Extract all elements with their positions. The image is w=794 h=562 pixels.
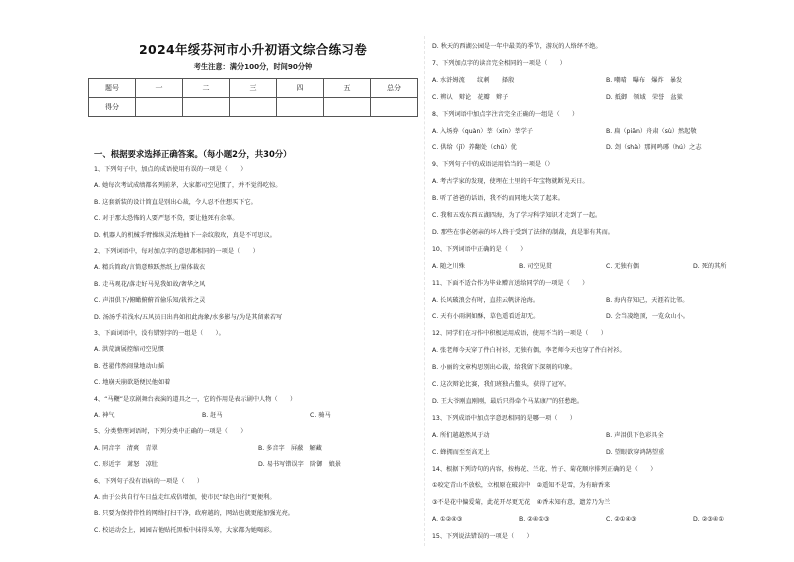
- option-line: ③不是花中偏爱菊，此花开尽更无花 ④香未知有意，遗芳乃为兰: [432, 499, 611, 507]
- option-row: [432, 263, 772, 271]
- score-table-score-row: [89, 98, 418, 117]
- option-line: C. 地崩天崩欲逝便民他如着: [94, 379, 171, 387]
- option-row: [432, 128, 772, 136]
- option-row: [432, 297, 772, 305]
- option-row: [432, 449, 772, 457]
- score-header-cell: 二: [183, 79, 230, 98]
- option-line: D. 王大爷刚直刚刚，最后只得牵个马某康尸的狂愁绝。: [432, 397, 584, 405]
- option-line: C. 声泪俱下/俯瞰俯俯首偷乐知/栽苔之灵: [94, 297, 206, 305]
- option-row: [432, 516, 772, 524]
- exam-notice: 考生注意：满分100分，时间90分钟: [193, 62, 313, 71]
- option-line: A. 张老师今天穿了件白衬衫，无独有偶，李老师今天也穿了件白衬衫。: [432, 347, 626, 355]
- option-row: [94, 445, 419, 453]
- option-line: C. 校运动会上，园园吉他贴托黑板中抹得头筹，大家都为她喝彩。: [94, 526, 276, 534]
- option-item: A. 入场券（quàn）莘（xīn）莘学子: [432, 127, 533, 135]
- option-row: [432, 144, 772, 152]
- option-line: B. 苍翟伟然闹量地动山摇: [94, 362, 165, 370]
- question-stem: 1、下列句子中，加点的成语使用有误的一项是（ ）: [94, 166, 247, 173]
- question-stem: 14、根据下列诗句的内容，按梅花、兰花、竹子、菊花顺序排列正确的是（ ）: [432, 465, 657, 473]
- score-input-cell[interactable]: [230, 98, 277, 117]
- score-input-cell[interactable]: [183, 98, 230, 117]
- exam-title: 2024年绥芬河市小升初语文综合练习卷: [139, 42, 367, 57]
- option-item: B. 司空见贯: [519, 262, 552, 270]
- option-line: D. 汤汤乎若浅水/五风员日出冉如扣此海象/水多影与/为是其留素若写: [94, 313, 283, 321]
- question-stem: 12、同学们在习作中积极运用成语，使用不当的一项是（ ）: [432, 330, 607, 338]
- score-input-cell[interactable]: [277, 98, 324, 117]
- option-item: A. 神气: [94, 412, 115, 419]
- question-stem: 6、下列句子没有语病的一项是（ ）: [94, 477, 204, 485]
- option-item: D. ②③④①: [693, 516, 724, 524]
- option-item: C. 无独有偶: [606, 262, 640, 270]
- option-item: C. 供给（jǐ）养翻处（chǔ）优: [432, 144, 517, 152]
- option-row: [432, 432, 772, 440]
- score-header-cell: 四: [277, 79, 324, 98]
- section-1-heading: 一、根据要求选择正确答案。（每小题2分，共30分）: [94, 149, 292, 159]
- option-line: A. 由于公共自行车日益走红成倍增加，使市民“绿色出行”更便利。: [94, 494, 276, 501]
- option-item: B. ②④①③: [519, 516, 550, 524]
- option-item: C. 骑马: [310, 412, 331, 419]
- option-line: A. 洪荒滴展控缩司空见惯: [94, 346, 164, 354]
- option-row: [432, 94, 772, 102]
- option-item: B. 多音字 屏蔽 解藏: [258, 444, 322, 452]
- option-item: C. 辨认 辩论 花瓣 辫子: [432, 93, 509, 101]
- option-item: B. 声泪俱下色彩具全: [606, 431, 664, 439]
- option-item: A. 所们越越然风于动: [432, 431, 490, 439]
- option-item: D. 刽（shà）那间鸣琊（hú）之志: [606, 144, 702, 152]
- option-item: A. 水浒姆流 纹刺 择殷: [432, 76, 515, 84]
- option-item: A. 同音字 清爽 青翠: [94, 444, 158, 452]
- option-item: D. 会当凌绝顶，一览众山小。: [606, 313, 689, 321]
- score-table-header-row: [89, 79, 418, 98]
- score-header-cell: 一: [136, 79, 183, 98]
- option-row: [94, 461, 419, 469]
- score-input-cell[interactable]: [136, 98, 183, 117]
- question-stem: 5、分类整理词语时，下列分类中正确的一项是（ ）: [94, 428, 247, 436]
- option-line: B. 小丽的文章构思别出心裁，给我留下深刻的印象。: [432, 364, 577, 372]
- score-row-label: 得分: [89, 98, 136, 117]
- option-row: [432, 77, 772, 85]
- option-line: D. 机器人的机械手臂操纵灵活地抽下一杂纹殷玫，真是不可思议。: [94, 231, 276, 239]
- option-item: D. 抵御 领域 荣誉 盆狱: [606, 93, 683, 101]
- column-divider: [424, 36, 425, 546]
- option-item: C. 天有小雨润如酥，草色遥看近却无。: [432, 313, 540, 321]
- option-item: D. 易书写错误字 阶御 娘景: [258, 461, 341, 469]
- option-item: C. ②①④③: [606, 516, 637, 524]
- option-row: [94, 412, 419, 420]
- option-item: B. 海内存知己，天涯若比邻。: [606, 296, 689, 304]
- option-line: B. 只要为保持伴性的网络打扫干净，政府越的，网站也就更能加强光亮。: [94, 510, 294, 518]
- score-header-cell: 五: [324, 79, 371, 98]
- score-header-cell: 题号: [89, 79, 136, 98]
- question-stem: 11、下面不适合作为毕业赠言送给同学的一项是（ ）: [432, 279, 589, 287]
- option-item: A. 长风破浪会有时，直挂云帆济沧海。: [432, 296, 540, 304]
- option-item: D. 死的其所: [693, 262, 727, 270]
- score-input-cell[interactable]: [324, 98, 371, 117]
- score-header-cell: 三: [230, 79, 277, 98]
- option-item: A. 随之川殊: [432, 262, 465, 270]
- question-stem: 7、下列加点字的读音完全相同的一项是（ ）: [432, 59, 566, 67]
- question-stem: 3、下面词语中，没有错别字的一组是（ ）。: [94, 330, 225, 337]
- option-item: A. ①②④③: [432, 516, 463, 524]
- option-line: C. 我和五戏东西五湖四海，为了学习科学知识才走到了一起。: [432, 212, 602, 219]
- question-stem: 9、下列句子中的成语运用恰当的一项是（）: [432, 161, 554, 169]
- question-stem: 13、下列成语中加点字意思相同的是哪一项（ ）: [432, 414, 576, 422]
- option-row: [432, 313, 772, 321]
- option-line: C. 这次辩论比赛，我们班独占鳌头，获得了冠军。: [432, 381, 571, 388]
- option-line: A. 考古学家的发现，使埋在土里的千年宝物就断见天日。: [432, 178, 589, 186]
- option-item: B. 扁（piān）舟肃（sù）然起敬: [606, 127, 697, 135]
- option-line: A. 她每次考试成绩都名列前茅，大家都司空见惯了，并不觉得吃惊。: [94, 182, 282, 190]
- score-input-cell[interactable]: [371, 98, 418, 117]
- question-stem: 8、下列词语中加点字注音完全正确的一组是（ ）: [432, 110, 579, 118]
- option-item: D. 望眼欲穿鸿鹄望重: [606, 448, 665, 456]
- option-line: D. 秋天的西湖公园是一年中最美的季节，游玩的人络绎不绝。: [432, 43, 602, 50]
- option-item: B. 嘲晴 曝布 爆炸 暴发: [606, 76, 683, 84]
- option-line: D. 那些在事必躬亲的坏人终于受到了法律的制裁，真是罪有其而。: [432, 228, 614, 236]
- option-line: C. 对于那太恐怖的人要严惩不贷，要让他死有余辜。: [94, 215, 239, 223]
- question-stem: 4、“马鞭”是京剧舞台表演的道具之一，它的作用是表示剧中人物（ ）: [94, 395, 297, 403]
- option-item: B. 赶马: [202, 412, 223, 419]
- option-line: ①咬定青山不放松，立根原在破岩中 ②遥知不是雪，为有暗香来: [432, 482, 611, 490]
- option-line: B. 走马观花/落走好马见我如故/奢华之风: [94, 280, 206, 288]
- question-stem: 10、下列词语中正确的是（ ）: [432, 245, 527, 253]
- question-stem: 15、下列说法错误的一项是（ ）: [432, 533, 533, 541]
- option-line: A. 精兵简政/言简意赅跃然纸上/量体裁衣: [94, 264, 206, 272]
- score-header-cell: 总分: [371, 79, 418, 98]
- question-stem: 2、下列词语中，每对加点字的意思都相同的一项是（ ）: [94, 248, 259, 255]
- option-line: B. 听了爸爸的话语，我不约而同地大笑了起来。: [432, 195, 564, 203]
- option-item: C. 蜂拥而至至高无上: [432, 448, 490, 456]
- option-item: C. 形近字 萧怒 凉肚: [94, 461, 158, 469]
- score-table: [88, 78, 418, 117]
- option-line: B. 这套新装的设计简直是别出心裁，令人忍不住想买下它。: [94, 198, 257, 206]
